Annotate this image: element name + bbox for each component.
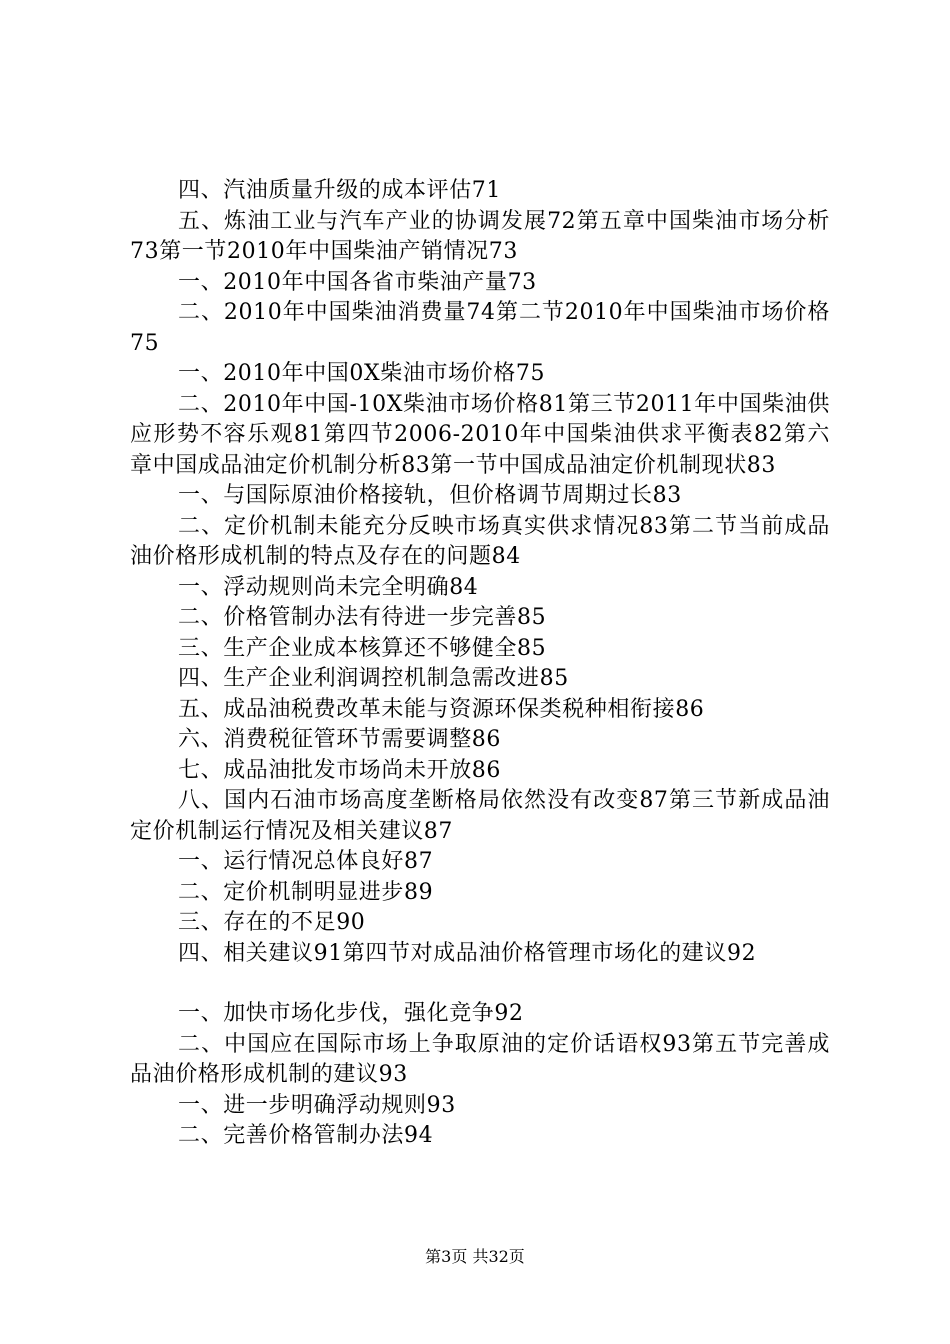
toc-entry: 一、加快市场化步伐，强化竞争92 <box>178 1001 524 1026</box>
toc-entry: 四、相关建议91第四节对成品油价格管理市场化的建议92 <box>178 940 757 966</box>
toc-entry: 五、炼油工业与汽车产业的协调发展72第五章中国柴油市场分析73第一节2010年中国柴油产销情况73 <box>130 208 830 264</box>
toc-entry: 八、国内石油市场高度垄断格局依然没有改变87第三节新成品油定价机制运行情况及相关建议87 <box>130 788 830 844</box>
toc-entry: 一、2010年中国各省市柴油产量73 <box>178 269 537 295</box>
toc-entry: 一、2010年中国0X柴油市场价格75 <box>178 361 546 386</box>
page-footer <box>0 1247 950 1267</box>
toc-entry: 二、定价机制未能充分反映市场真实供求情况83第二节当前成品油价格形成机制的特点及存在的问题84 <box>130 513 830 569</box>
toc-entry: 五、成品油税费改革未能与资源环保类税种相衔接86 <box>178 696 705 722</box>
toc-entry: 六、消费税征管环节需要调整86 <box>178 727 501 752</box>
toc-entry: 四、生产企业利润调控机制急需改进85 <box>178 666 569 691</box>
toc-entry: 二、完善价格管制办法94 <box>178 1123 434 1148</box>
toc-entry: 三、存在的不足90 <box>178 910 366 935</box>
toc-entry: 七、成品油批发市场尚未开放86 <box>178 757 501 783</box>
toc-entry: 一、运行情况总体良好87 <box>178 849 434 874</box>
toc-entry: 二、价格管制办法有待进一步完善85 <box>178 605 547 630</box>
toc-entry: 二、定价机制明显进步89 <box>178 879 434 905</box>
page-number: 第3页 共32页 <box>425 1247 525 1266</box>
toc-entry: 一、与国际原油价格接轨，但价格调节周期过长83 <box>178 483 682 508</box>
toc-entry: 二、2010年中国柴油消费量74第二节2010年中国柴油市场价格75 <box>130 300 830 356</box>
toc-entry: 二、中国应在国际市场上争取原油的定价话语权93第五节完善成品油价格形成机制的建议93 <box>130 1031 830 1087</box>
toc-entry: 二、2010年中国-10X柴油市场价格81第三节2011年中国柴油供应形势不容乐观81第四节2006-2010年中国柴油供求平衡表82第六章中国成品油定价机制分析83第一节中国成品油定价机制现状83 <box>130 391 830 478</box>
toc-entry: 一、浮动规则尚未完全明确84 <box>178 574 479 600</box>
table-of-contents <box>130 176 830 1152</box>
toc-entry: 一、进一步明确浮动规则93 <box>178 1092 456 1118</box>
toc-entry: 四、汽油质量升级的成本评估71 <box>178 178 501 203</box>
toc-entry: 三、生产企业成本核算还不够健全85 <box>178 635 547 661</box>
paragraph-gap <box>130 969 830 999</box>
